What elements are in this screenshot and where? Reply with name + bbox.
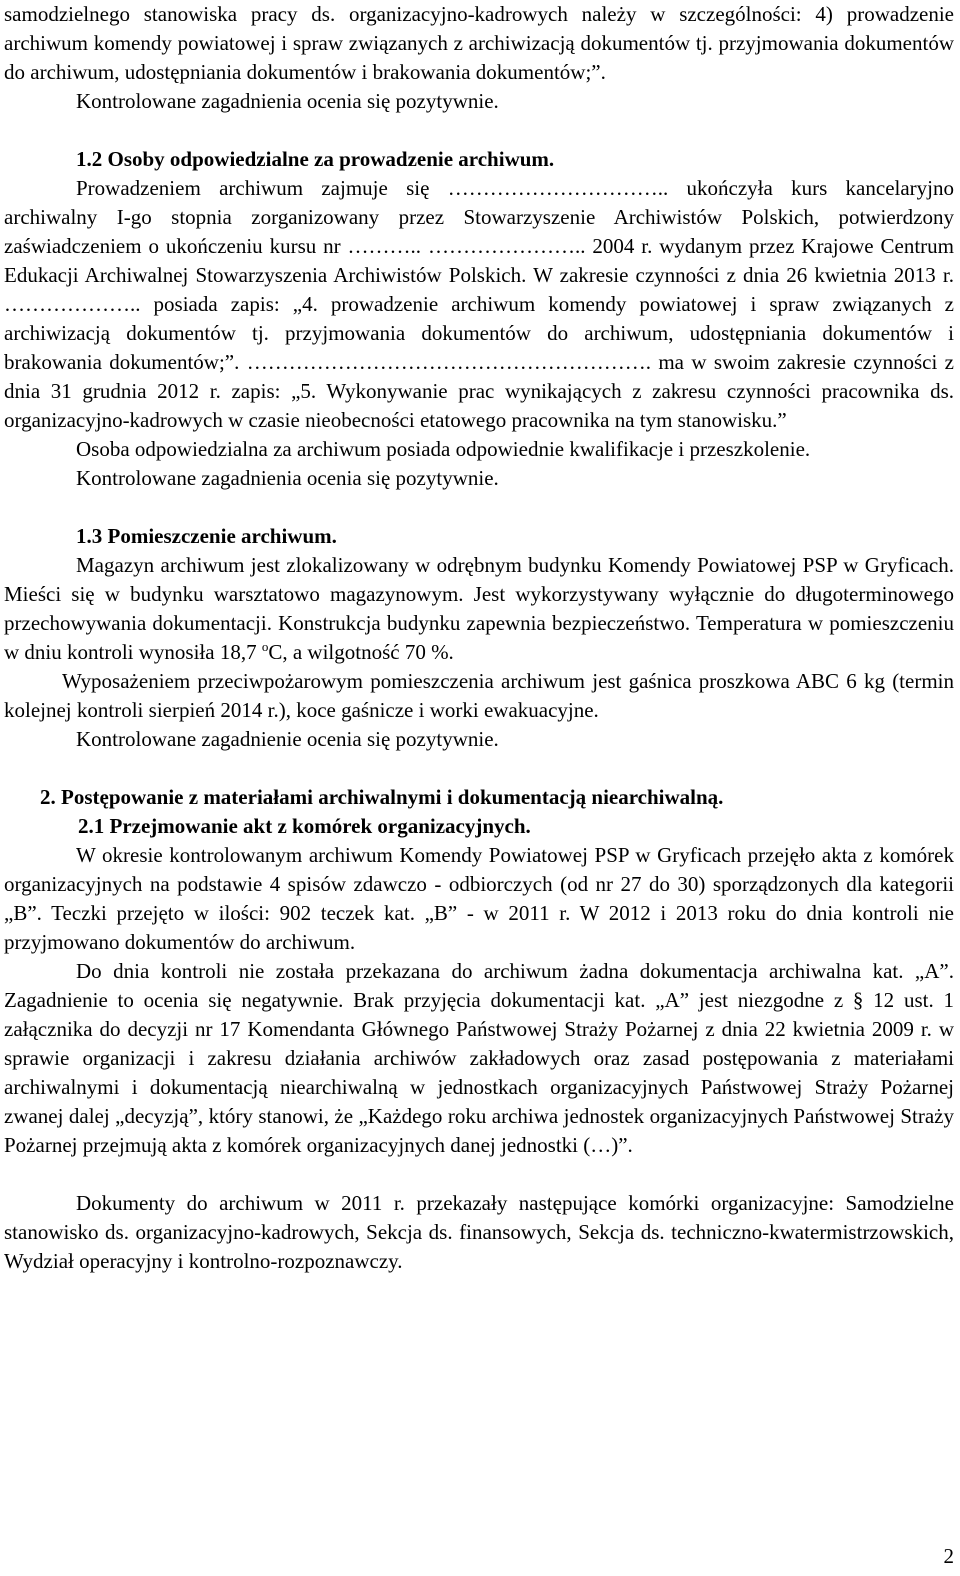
paragraph-fire-equipment: Wyposażeniem przeciwpożarowym pomieszczenia archiwum jest gaśnica proszkowa ABC 6 kg (termin kolejnej kontroli sierpień 2014 r.), koce gaśnicze i worki ewakuacyjne.: [4, 669, 954, 722]
page-number: 2: [943, 1544, 954, 1568]
paragraph-qualifications: Osoba odpowiedzialna za archiwum posiada odpowiednie kwalifikacje i przeszkolenie.: [76, 437, 811, 461]
spacer: [4, 754, 954, 783]
paragraph-units-2011: Dokumenty do archiwum w 2011 r. przekazały następujące komórki organizacyjne: Samodzielne stanowisko ds. organizacyjno-kadrowych, Sekcja ds. finansowych, Sekcja ds. techniczno-kwatermistrzowskich, Wydział operacyjny i kontrolno-rozpoznawczy.: [4, 1191, 954, 1273]
degree-mark: o: [261, 639, 269, 654]
assessment-positive-2: Kontrolowane zagadnienia ocenia się pozytywnie.: [76, 466, 499, 490]
spacer: [4, 116, 954, 145]
paragraph-responsible-persons: Prowadzeniem archiwum zajmuje się ………………………….. ukończyła kurs kancelaryjno archiwalny I-go stopnia zorganizowany przez Stowarzyszenie Archiwistów Polskich, potwierdzony zaświadczeniem o ukończeniu kursu nr ……….. ………………….. 2004 r. wydanym przez Krajowe Centrum Edukacji Archiwalnej Stowarzyszenia Archiwistów Polskich. W zakresie czynności z dnia 26 kwietnia 2013 r. ……………….. posiada zapis: „4. prowadzenie archiwum komendy powiatowej i spraw związanych z archiwizacją dokumentów tj. przyjmowania dokumentów do archiwum, udostępniania dokumentów i brakowania dokumentów;”. …………………………………………………. ma w swoim zakresie czynności z dnia 31 grudnia 2012 r. zapis: „5. Wykonywanie prac wynikających z zakresu czynności pracownika ds. organizacyjno-kadrowych w czasie nieobecności etatowego pracownika na tym stanowisku.”: [4, 176, 954, 432]
paragraph-accession: W okresie kontrolowanym archiwum Komendy Powiatowej PSP w Gryficach przejęło akta z komórek organizacyjnych na podstawie 4 spisów zdawczo - odbiorczych (od nr 27 do 30) sporządzonych dla kategorii „B”. Teczki przejęto w ilości: 902 teczek kat. „B” - w 2011 r. W 2012 i 2013 roku do dnia kontroli nie przyjmowano dokumentów do archiwum.: [4, 843, 954, 954]
assessment-positive-1: Kontrolowane zagadnienia ocenia się pozytywnie.: [76, 89, 499, 113]
spacer: [4, 493, 954, 522]
paragraph-category-a: Do dnia kontroli nie została przekazana do archiwum żadna dokumentacja archiwalna kat. „A”. Zagadnienie to ocenia się negatywnie. Brak przyjęcia dokumentacji kat. „A” jest niezgodne z § 12 ust. 1 załącznika do decyzji nr 17 Komendanta Głównego Państwowej Straży Pożarnej z dnia 22 kwietnia 2009 r. w sprawie organizacji i zakresu działania archiwów zakładowych oraz zasad postępowania z materiałami archiwalnymi i dokumentacją niearchiwalną w jednostkach organizacyjnych Państwowej Straży Pożarnej zwanej dalej „decyzją”, który stanowi, że „Każdego roku archiwa jednostek organizacyjnych Państwowej Straży Pożarnej przejmują akta z komórek organizacyjnych danej jednostki (…)”.: [4, 959, 954, 1157]
paragraph-archive-room: [4, 551, 954, 667]
archive-room-text: Magazyn archiwum jest zlokalizowany w odrębnym budynku Komendy Powiatowej PSP w Gryficach. Mieści się w budynku warsztatowo magazynowym. Jest wykorzystywany wyłącznie do długoterminowego przechowywania dokumentacji. Konstrukcja budynku zapewnia bezpieczeństwo. Temperatura w pomieszczeniu w dniu kontroli wynosiła 18,7: [4, 553, 954, 664]
heading-2-1: 2.1 Przejmowanie akt z komórek organizacyjnych.: [78, 814, 531, 838]
heading-1-2: 1.2 Osoby odpowiedzialne za prowadzenie archiwum.: [76, 147, 555, 171]
heading-1-3: 1.3 Pomieszczenie archiwum.: [76, 524, 337, 548]
archive-room-text-end: C, a wilgotność 70 %.: [268, 640, 454, 664]
heading-2: 2. Postępowanie z materiałami archiwalnymi i dokumentacją niearchiwalną.: [40, 785, 724, 809]
paragraph-scope-of-duties: samodzielnego stanowiska pracy ds. organizacyjno-kadrowych należy w szczególności: 4) prowadzenie archiwum komendy powiatowej i spraw związanych z archiwizacją dokumentów tj. przyjmowania dokumentów do archiwum, udostępniania dokumentów i brakowania dokumentów;”.: [4, 2, 954, 84]
assessment-positive-3: Kontrolowane zagadnienie ocenia się pozytywnie.: [76, 727, 499, 751]
spacer: [4, 1160, 954, 1189]
